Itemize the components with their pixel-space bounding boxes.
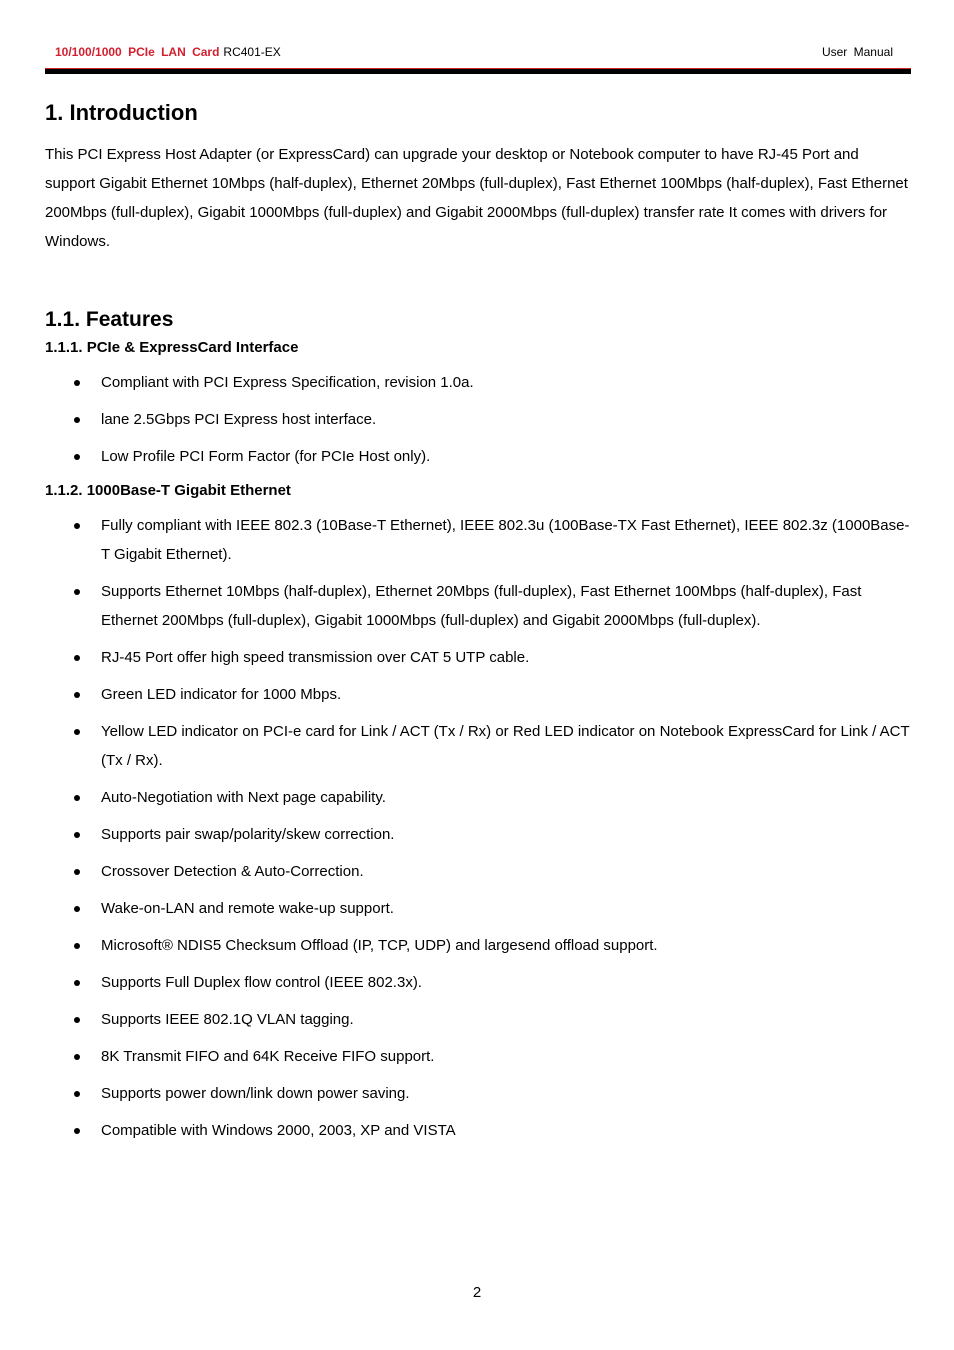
list-item [45, 820, 911, 849]
list-item-text: Crossover Detection & Auto-Correction. [101, 863, 364, 880]
bullet-icon [74, 980, 80, 986]
bullet-icon [74, 1091, 80, 1097]
list-item-text: Yellow LED indicator on PCI-e card for Link / ACT (Tx / Rx) or Red LED indicator on Notebook ExpressCard for Link / ACT (Tx / Rx). [101, 723, 910, 769]
bullet-icon [74, 523, 80, 529]
list-item [45, 1042, 911, 1071]
gigabit-feature-list [45, 511, 911, 1145]
bullet-icon [74, 589, 80, 595]
header-model: RC401-EX [223, 45, 281, 59]
list-item-text: 8K Transmit FIFO and 64K Receive FIFO support. [101, 1048, 435, 1065]
bullet-icon [74, 832, 80, 838]
header-product-name: 10/100/1000 PCIe LAN Card [55, 45, 220, 59]
list-item-text: Compliant with PCI Express Specification, revision 1.0a. [101, 374, 474, 391]
page-content [45, 96, 911, 1153]
list-item-text: Fully compliant with IEEE 802.3 (10Base-T Ethernet), IEEE 802.3u (100Base-TX Fast Ethernet), IEEE 802.3z (1000Base-T Gigabit Ethernet). [101, 517, 910, 563]
bullet-icon [74, 906, 80, 912]
introduction-paragraph: This PCI Express Host Adapter (or ExpressCard) can upgrade your desktop or Notebook computer to have RJ-45 Port and support Gigabit Ethernet 10Mbps (half-duplex), Ethernet 20Mbps (full-duplex), Fast Ethernet 100Mbps (half-duplex), Fast Ethernet 200Mbps (full-duplex), Gigabit 1000Mbps (full-duplex) and Gigabit 2000Mbps (full-duplex) transfer rate It comes with drivers for Windows. [45, 146, 908, 250]
bullet-icon [74, 417, 80, 423]
list-item-text: Microsoft® NDIS5 Checksum Offload (IP, TCP, UDP) and largesend offload support. [101, 937, 658, 954]
list-item [45, 368, 911, 397]
gigabit-ethernet-heading: 1.1.2. 1000Base-T Gigabit Ethernet [45, 482, 291, 499]
bullet-icon [74, 655, 80, 661]
page-header [45, 44, 911, 74]
bullet-icon [74, 729, 80, 735]
list-item [45, 1005, 911, 1034]
list-item [45, 931, 911, 960]
header-title [55, 45, 281, 59]
list-item-text: lane 2.5Gbps PCI Express host interface. [101, 411, 377, 428]
section-spacer [45, 256, 911, 304]
bullet-icon [74, 1054, 80, 1060]
list-item-text: Auto-Negotiation with Next page capability. [101, 789, 386, 806]
list-item [45, 857, 911, 886]
list-item-text: Green LED indicator for 1000 Mbps. [101, 686, 342, 703]
list-item [45, 783, 911, 812]
features-heading: 1.1. Features [45, 308, 174, 331]
page-number: 2 [472, 1284, 482, 1301]
list-item [45, 405, 911, 434]
list-item-text: Supports pair swap/polarity/skew correction. [101, 826, 395, 843]
list-item [45, 1116, 911, 1145]
list-item [45, 577, 911, 635]
list-item-text: Supports Full Duplex flow control (IEEE 802.3x). [101, 974, 422, 991]
list-item [45, 894, 911, 923]
list-item-text: Supports power down/link down power saving. [101, 1085, 410, 1102]
bullet-icon [74, 1128, 80, 1134]
bullet-icon [74, 943, 80, 949]
list-item [45, 717, 911, 775]
list-item [45, 680, 911, 709]
list-item [45, 1079, 911, 1108]
list-item-text: Supports IEEE 802.1Q VLAN tagging. [101, 1011, 354, 1028]
bullet-icon [74, 380, 80, 386]
header-doc-type: User Manual [821, 45, 893, 59]
bullet-icon [74, 795, 80, 801]
list-item [45, 442, 911, 471]
bullet-icon [74, 454, 80, 460]
list-item-text: RJ-45 Port offer high speed transmission over CAT 5 UTP cable. [101, 649, 530, 666]
pcie-feature-list [45, 368, 911, 471]
bullet-icon [74, 1017, 80, 1023]
list-item-text: Compatible with Windows 2000, 2003, XP and VISTA [101, 1122, 456, 1139]
list-item [45, 968, 911, 997]
list-item-text: Low Profile PCI Form Factor (for PCIe Host only). [101, 448, 431, 465]
list-item-text: Wake-on-LAN and remote wake-up support. [101, 900, 394, 917]
header-rule [45, 69, 911, 74]
list-item [45, 643, 911, 672]
introduction-heading: 1. Introduction [45, 100, 198, 125]
list-item [45, 511, 911, 569]
list-item-text: Supports Ethernet 10Mbps (half-duplex), Ethernet 20Mbps (full-duplex), Fast Ethernet 100Mbps (half-duplex), Fast Ethernet 200Mbps (full-duplex), Gigabit 1000Mbps (full-duplex) and Gigabit 2000Mbps (full-duplex). [101, 583, 862, 629]
bullet-icon [74, 692, 80, 698]
bullet-icon [74, 869, 80, 875]
pcie-interface-heading: 1.1.1. PCIe & ExpressCard Interface [45, 339, 299, 356]
